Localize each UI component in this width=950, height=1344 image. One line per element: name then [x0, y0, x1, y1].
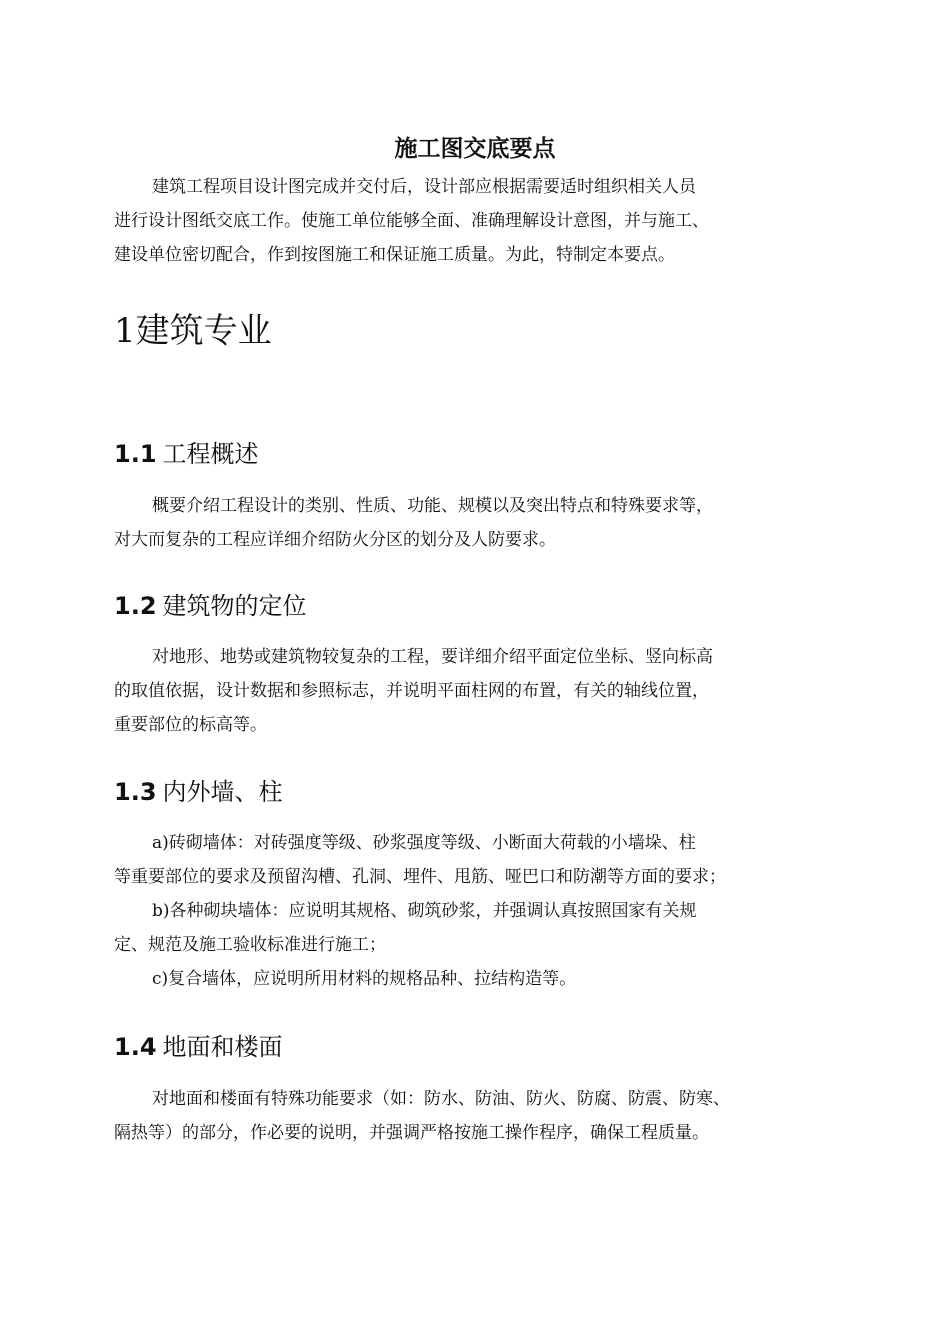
section-number: 1.2 [114, 592, 157, 620]
paragraph-line: 进行设计图纸交底工作。使施工单位能够全面、准确理解设计意图，并与施工、 [114, 211, 709, 231]
chapter-title: 建筑专业 [135, 311, 272, 351]
section-title: 建筑物的定位 [162, 592, 307, 620]
document-title: 施工图交底要点 [394, 136, 556, 162]
paragraph-line: 重要部位的标高等。 [114, 715, 267, 735]
paragraph-line: 建筑工程项目设计图完成并交付后，设计部应根据需要适时组织相关人员 [152, 177, 696, 197]
section-title: 地面和楼面 [162, 1033, 283, 1061]
paragraph-line: 定、规范及施工验收标准进行施工； [114, 935, 386, 955]
section-paragraph-1-3 [114, 826, 814, 996]
paragraph-line: a)砖砌墙体：对砖强度等级、砂浆强度等级、小断面大荷载的小墙垛、柱 [152, 833, 696, 853]
chapter-number: 1 [114, 311, 136, 351]
paragraph-line: 隔热等）的部分，作必要的说明，并强调严格按施工操作程序，确保工程质量。 [114, 1123, 709, 1143]
section-title: 内外墙、柱 [162, 778, 283, 806]
paragraph-line: b)各种砌块墙体：应说明其规格、砌筑砂浆，并强调认真按照国家有关规 [152, 901, 697, 921]
section-number: 1.1 [114, 440, 157, 468]
paragraph-line: 建设单位密切配合，作到按图施工和保证施工质量。为此，特制定本要点。 [114, 245, 675, 265]
section-paragraph-1-2 [114, 640, 814, 742]
intro-paragraph [114, 170, 814, 272]
section-heading-1-4 [114, 1029, 283, 1065]
paragraph-line: 对大而复杂的工程应详细介绍防火分区的划分及人防要求。 [114, 530, 556, 550]
section-paragraph-1-4 [114, 1082, 814, 1150]
paragraph-line: c)复合墙体，应说明所用材料的规格品种、拉结构造等。 [152, 969, 577, 989]
section-paragraph-1-1 [114, 489, 814, 557]
paragraph-line: 的取值依据，设计数据和参照标志，并说明平面柱网的布置，有关的轴线位置， [114, 681, 709, 701]
paragraph-line: 概要介绍工程设计的类别、性质、功能、规模以及突出特点和特殊要求等， [152, 496, 713, 516]
paragraph-line: 等重要部位的要求及预留沟槽、孔洞、埋件、甩筋、哑巴口和防潮等方面的要求； [114, 867, 726, 887]
paragraph-line: 对地面和楼面有特殊功能要求（如：防水、防油、防火、防腐、防震、防寒、 [152, 1089, 730, 1109]
section-heading-1-3 [114, 774, 283, 810]
section-number: 1.4 [114, 1033, 157, 1061]
chapter-heading [114, 306, 272, 356]
section-number: 1.3 [114, 778, 157, 806]
section-heading-1-2 [114, 588, 307, 624]
paragraph-line: 对地形、地势或建筑物较复杂的工程，要详细介绍平面定位坐标、竖向标高 [152, 647, 713, 667]
section-title: 工程概述 [162, 440, 259, 468]
section-heading-1-1 [114, 436, 259, 472]
